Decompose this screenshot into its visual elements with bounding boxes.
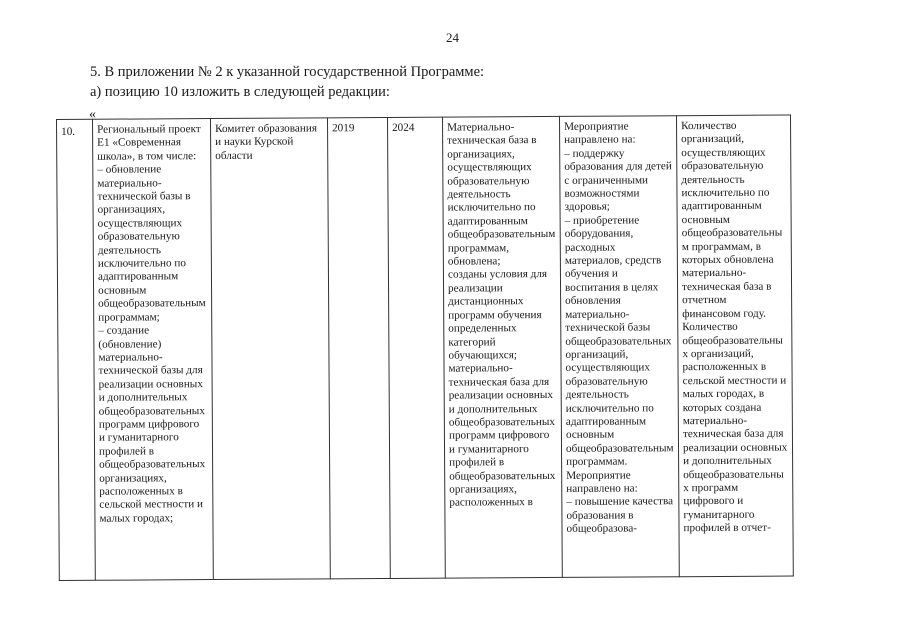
position-number: 10. [61, 125, 76, 138]
measures-cell [559, 116, 679, 578]
indicators: Количество организаций, осуществляющих образовательную деятельность исключительно по адаптированным основным общеобразовательным программам, в которых обновлена материально-техническая база в отчетном финансовом году. Количество общеобразовательных организаций, расположенных в сельской местности и малых городах, в которых создана материально-техническая база для реализации основных и дополнительных общеобразовательных программ цифрового и гуманитарного профилей в отчет- [681, 119, 788, 535]
executor: Комитет образования и науки Курской области [215, 122, 318, 162]
start-year-cell [327, 117, 390, 578]
position-number-cell [57, 119, 96, 580]
opening-quote: « [89, 107, 96, 122]
program-position-table [56, 115, 794, 581]
amendment-subheading: а) позицию 10 изложить в следующей редакции: [90, 84, 390, 100]
expected-result: Материально-техническая база в организациях, осуществляющих образовательную деятельность исключительно по адаптированным общеобразовательным программам, обновлена; созданы условия для реализации дистанционных программ обучения определенных категорий обучающихся; материально-техническая база для реализации основных и дополнительных общеобразовательных программ цифрового и гуманитарного профилей в общеобразовательных организациях, расположенных в [447, 121, 556, 509]
start-year: 2019 [332, 122, 355, 135]
executor-cell [211, 118, 331, 580]
expected-result-cell [442, 116, 562, 578]
table-row [57, 115, 794, 580]
amendment-heading: 5. В приложении № 2 к указанной государственной Программе: [90, 64, 485, 80]
end-year-cell [387, 117, 445, 578]
indicators-cell [676, 115, 793, 577]
project-name: Региональный проект Е1 «Современная школа», в том числе: – обновление материально-технической базы в организациях, осуществляющих образовательную деятельность исключительно по адаптированным основным общеобразовательным программам; – создание (обновление) материально-технической базы для реализации основных и дополнительных общеобразовательных программ цифрового и гуманитарного профилей в общеобразовательных организациях, расположенных в сельской местности и малых городах; [97, 123, 206, 525]
page-number: 24 [446, 30, 459, 45]
project-name-cell [93, 119, 214, 581]
measures: Мероприятие направлено на: – поддержку образования для детей с ограниченными возможностями здоровья; – приобретение оборудования, расходных материалов, средств обучения и воспитания в целях обновления материально-технической базы общеобразовательных организаций, осуществляющих образовательную деятельность исключительно по адаптированным основным общеобразовательным программам. Мероприятие направлено на: – повышение качества образования в общеобразова- [564, 120, 674, 536]
end-year: 2024 [392, 121, 415, 134]
